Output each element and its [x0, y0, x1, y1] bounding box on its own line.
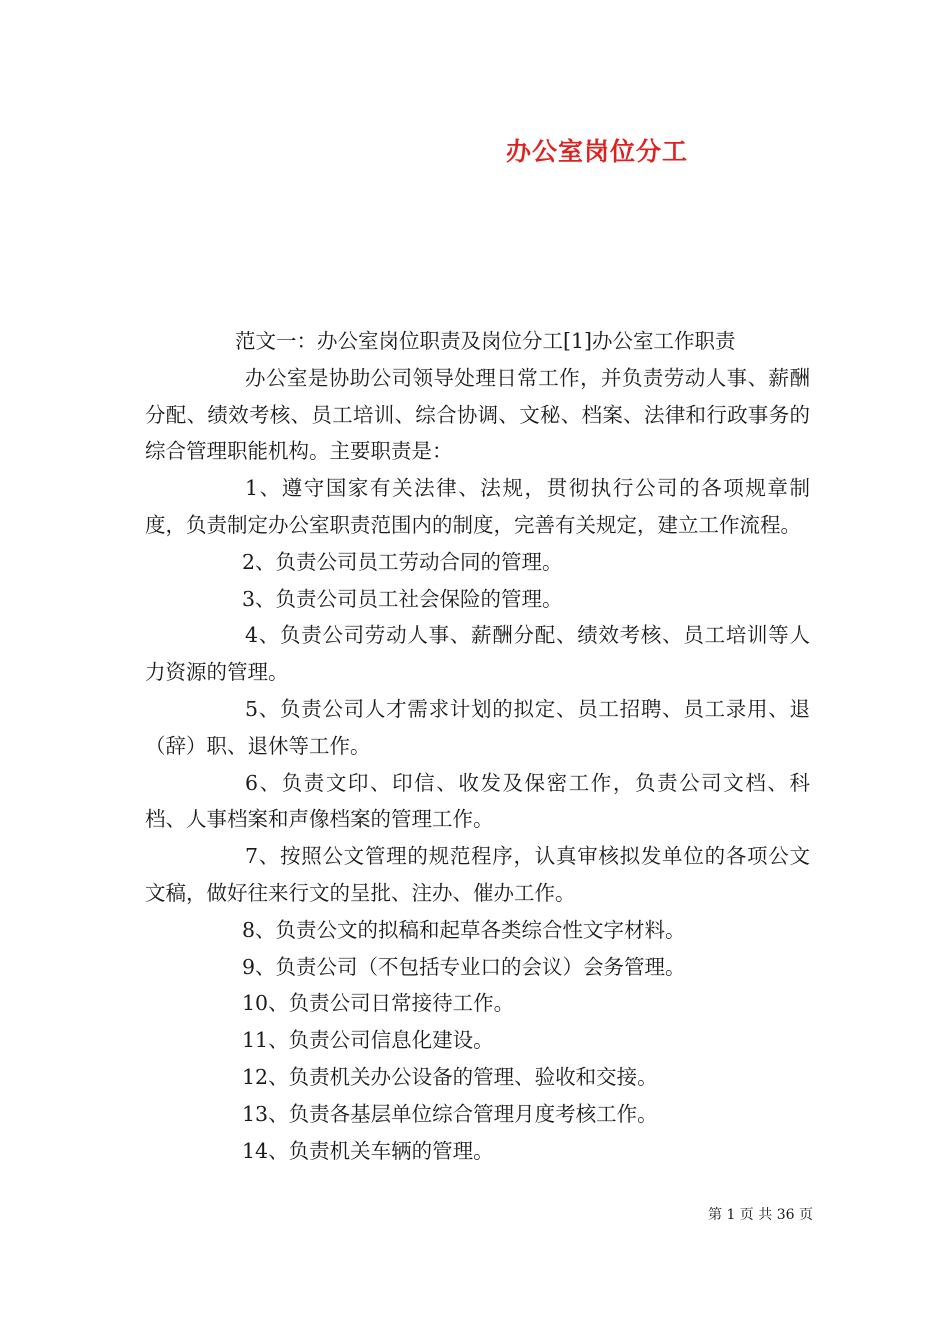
- document-body: [145, 323, 810, 1169]
- list-item: 5、负责公司人才需求计划的拟定、员工招聘、员工录用、退（辞）职、退休等工作。: [145, 696, 810, 758]
- document-title: 办公室岗位分工: [506, 137, 689, 166]
- list-item: 6、负责文印、印信、收发及保密工作，负责公司文档、科档、人事档案和声像档案的管理工作。: [145, 770, 810, 832]
- list-item: 7、按照公文管理的规范程序，认真审核拟发单位的各项公文文稿，做好往来行文的呈批、注办、催办工作。: [145, 844, 810, 905]
- list-item: 11、负责公司信息化建设。: [242, 1028, 494, 1053]
- list-item: 14、负责机关车辆的管理。: [242, 1138, 494, 1163]
- list-item: 2、负责公司员工劳动合同的管理。: [242, 549, 563, 574]
- list-item: 13、负责各基层单位综合管理月度考核工作。: [242, 1101, 658, 1126]
- section-heading: 范文一：办公室岗位职责及岗位分工[1]办公室工作职责: [235, 329, 736, 353]
- list-item: 1、遵守国家有关法律、法规，贯彻执行公司的各项规章制度，负责制定办公室职责范围内的制度，完善有关规定，建立工作流程。: [145, 476, 810, 537]
- list-item: 12、负责机关办公设备的管理、验收和交接。: [242, 1064, 658, 1089]
- list-item: 9、负责公司（不包括专业口的会议）会务管理。: [242, 954, 686, 979]
- list-item: 3、负责公司员工社会保险的管理。: [242, 586, 563, 611]
- intro-paragraph: 办公室是协助公司领导处理日常工作，并负责劳动人事、薪酬分配、绩效考核、员工培训、综合协调、文秘、档案、法律和行政事务的综合管理职能机构。主要职责是：: [145, 365, 810, 464]
- page-number-footer: 第 1 页 共 36 页: [708, 1207, 813, 1223]
- list-item: 10、负责公司日常接待工作。: [242, 991, 515, 1016]
- list-item: 4、负责公司劳动人事、薪酬分配、绩效考核、员工培训等人力资源的管理。: [145, 623, 810, 685]
- list-item: 8、负责公文的拟稿和起草各类综合性文字材料。: [242, 917, 686, 942]
